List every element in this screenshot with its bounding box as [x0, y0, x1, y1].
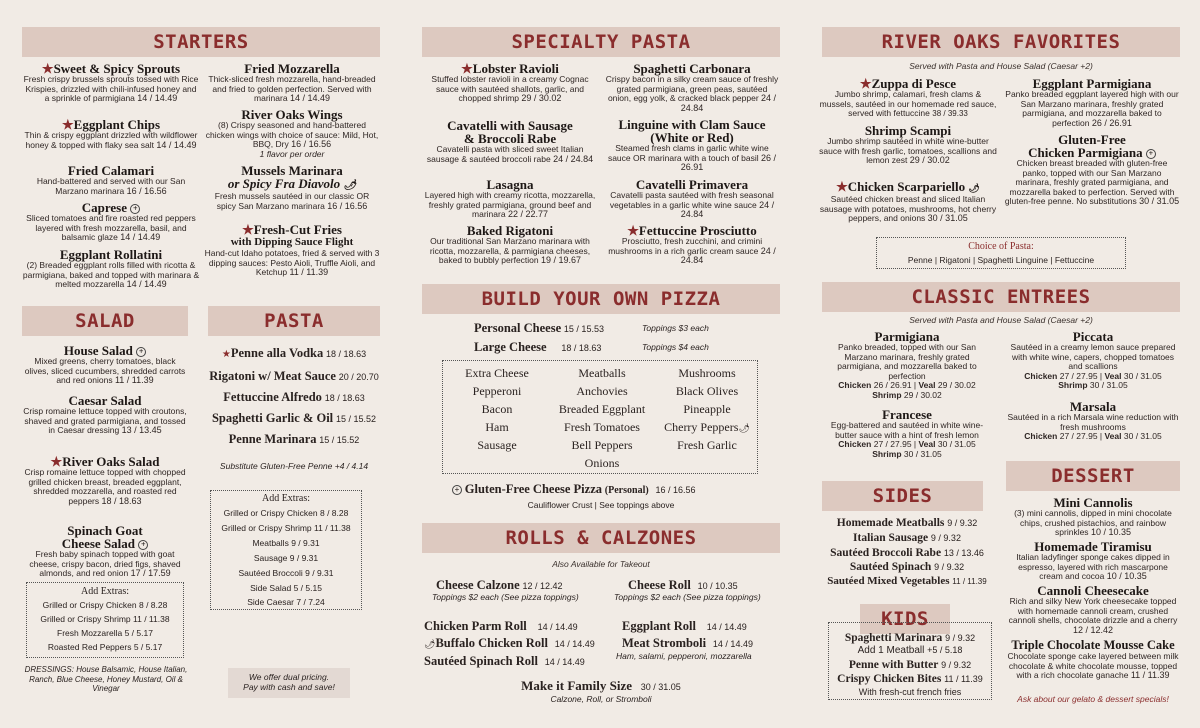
menu-item: Spaghetti Garlic & Oil 15 / 15.52: [211, 411, 376, 425]
star-icon: ★: [242, 222, 254, 237]
topping: Fresh Tomatoes: [564, 420, 640, 434]
pasta-header: PASTA: [208, 306, 380, 336]
menu-item: Caprese + Sliced tomatoes and fire roasted red peppers layered with fresh mozzarella, basil, and balsamic glaze 14 / 14.49: [26, 200, 196, 243]
menu-item: Eggplant Rollatini (2) Breaded eggplant rolls filled with ricotta & parmigiana, baked and topped with marinara & melted mozzarella 14 / 14.49: [22, 247, 200, 289]
gluten-free-icon: +: [138, 540, 148, 550]
star-icon: ★: [461, 61, 473, 76]
menu-item: Sautéed Mixed Vegetables 11 / 11.39: [827, 575, 987, 587]
topping: Bacon: [481, 402, 513, 416]
menu-item: Gluten-Free Chicken Parmigiana + Chicken breast breaded with gluten-free panko, topped with our San Marzano marinara, freshly grated parmigiana, and mozzarella baked to perfection. Served with gluten-free penne. No substitutions 30 / 31.05: [1004, 132, 1180, 207]
topping: Pineapple: [683, 402, 731, 416]
stromboli-note: Ham, salami, pepperoni, mozzarella: [616, 651, 752, 661]
menu-item: Large Cheese 18 / 18.63: [474, 340, 602, 354]
topping: Onions: [584, 456, 620, 470]
favorites-note: Served with Pasta and House Salad (Caesar +2): [909, 61, 1093, 71]
gluten-free-icon: +: [130, 204, 140, 214]
topping: Pepperoni: [472, 384, 522, 398]
menu-item: Cavatelli Primavera Cavatelli pasta sautéed with fresh seasonal vegetables in a garlic white wine sauce 24 / 24.84: [609, 177, 775, 219]
toppings-price-note: Toppings $4 each: [642, 342, 709, 352]
menu-item: Piccata Sautéed in a creamy lemon sauce prepared with white wine, capers, chopped tomatoes and scallions Chicken 27 / 27.95 | Veal 30 / 31.05 Shrimp 30 / 31.05: [1010, 329, 1176, 390]
menu-item: River Oaks Wings (8) Crispy seasoned and hand-battered chicken wings with choice of sauce: Mild, Hot, BBQ, Dry 16 / 16.56 1 flavor per order: [205, 107, 379, 159]
gluten-free-penne-note: Substitute Gluten-Free Penne +4 / 4.14: [219, 461, 369, 471]
menu-item: Mussels Marinara or Spicy Fra Diavolo 🌶 Fresh mussels sautéed in our classic OR spicy San Marzano marinara 16 / 16.56: [214, 163, 370, 211]
topping: Extra Cheese: [465, 366, 529, 380]
topping: Black Olives: [675, 384, 739, 398]
menu-item: Eggplant Parmigiana Panko breaded eggplant layered high with our San Marzano marinara, freshly grated parmigiana, and mozzarella baked to perfection 26 / 26.91: [1005, 76, 1179, 128]
menu-item: Homemade Tiramisu Italian ladyfinger sponge cakes dipped in espresso, layered with rich mascarpone cream and cocoa 10 / 10.35: [1016, 539, 1170, 581]
star-icon: ★: [627, 223, 639, 238]
star-icon: ★: [221, 349, 231, 360]
menu-item: ★Zuppa di Pesce Jumbo shrimp, calamari, fresh clams & mussels, sautéed in our homemade red sauce, served with fettuccine 38 / 39.33: [819, 76, 997, 118]
gluten-free-pizza-note: Cauliflower Crust | See toppings above: [527, 500, 675, 510]
menu-item: Fettuccine Alfredo 18 / 18.63: [223, 390, 365, 404]
menu-item: Marsala Sautéed in a rich Marsala wine reduction with fresh mushrooms Chicken 27 / 27.95 | Veal 30 / 31.05: [1007, 399, 1179, 441]
pizza-toppings-box: [442, 360, 758, 474]
topping: Ham: [485, 420, 509, 434]
menu-item: Spaghetti Carbonara Crispy bacon in a silky cream sauce of freshly grated parmigiana, green peas, sautéed onion, egg yolk, & cracked black pepper 24 / 24.84: [605, 61, 779, 113]
menu-item: Sautéed Spinach Roll 14 / 14.49: [424, 654, 585, 668]
menu-item: Sautéed Broccoli Rabe 13 / 13.46: [830, 547, 984, 559]
topping: Sausage: [477, 438, 517, 452]
menu-item: Baked Rigatoni Our traditional San Marzano marinara with ricotta, mozzarella, & parmigiana cheeses, baked to bubbly perfection 19 / 19.67: [429, 223, 591, 265]
topping: Fresh Garlic: [677, 438, 737, 452]
star-icon: ★: [41, 61, 54, 76]
classic-entrees-header: CLASSIC ENTREES: [822, 282, 1180, 312]
sides-header: SIDES: [822, 481, 983, 511]
kids-note: With fresh-cut french fries: [858, 687, 962, 697]
star-icon: ★: [859, 76, 872, 91]
toppings-note: Toppings $2 each (See pizza toppings): [432, 592, 579, 602]
dessert-specials-note: Ask about our gelato & dessert specials!: [1017, 694, 1169, 704]
salad-extras-box: Add Extras: Grilled or Crispy Chicken 8 / 8.28 Grilled or Crispy Shrimp 11 / 11.38 Fresh Mozzarella 5 / 5.17 Roasted Red Peppers 5 / 5.17: [26, 582, 184, 658]
dessert-header: DESSERT: [1006, 461, 1180, 491]
menu-item: ★River Oaks Salad Crisp romaine lettuce topped with chopped grilled chicken breast, breaded eggplant, shredded mozzarella, and roasted red peppers 18 / 18.63: [24, 454, 186, 506]
menu-item: Sautéed Spinach 9 / 9.32: [849, 561, 965, 573]
gluten-free-pizza: + Gluten-Free Cheese Pizza (Personal) 16 / 16.56: [452, 482, 696, 497]
menu-item: ★Sweet & Spicy Sprouts Fresh crispy brussels sprouts tossed with Rice Krispies, drizzled with chili-infused honey and a sprinkle of parmigiana 14 / 14.49: [23, 61, 199, 103]
menu-item: ★Penne alla Vodka 18 / 18.63: [221, 346, 367, 360]
menu-item: Spaghetti Marinara 9 / 9.32: [844, 632, 976, 644]
classic-note: Served with Pasta and House Salad (Caesar +2): [909, 315, 1093, 325]
menu-item: Caesar Salad Crisp romaine lettuce topped with croutons, shaved and grated parmigiana, and tossed in Caesar dressing 13 / 13.45: [23, 393, 187, 435]
pizza-header: BUILD YOUR OWN PIZZA: [422, 284, 780, 314]
topping: Anchovies: [576, 384, 628, 398]
menu-item: Chicken Parm Roll 14 / 14.49: [424, 619, 578, 633]
dressings-note: DRESSINGS: House Balsamic, House Italian, Ranch, Blue Cheese, Honey Mustard, Oil & Vinegar: [24, 665, 188, 693]
menu-item: Personal Cheese 15 / 15.53: [474, 321, 604, 335]
spicy-icon: 🌶: [424, 639, 436, 649]
specialty-pasta-header: SPECIALTY PASTA: [422, 27, 780, 57]
menu-item: ★Chicken Scarpariello 🌶 Sautéed chicken breast and sliced Italian sausage with potatoes, mushrooms, hot cherry peppers, and onions 30 / 31.05: [819, 179, 997, 223]
menu-item: Eggplant Roll 14 / 14.49: [622, 619, 747, 633]
gluten-free-icon: +: [1146, 149, 1156, 159]
menu-item: Shrimp Scampi Jumbo shrimp sautéed in white wine-butter sauce with fresh garlic, tomatoes, scallions and lemon zest 29 / 30.02: [819, 123, 997, 165]
toppings-note: Toppings $2 each (See pizza toppings): [614, 592, 761, 602]
menu-item: Lasagna Layered high with creamy ricotta, mozzarella, freshly grated parmigiana, ground beef and marinara 22 / 22.77: [424, 177, 596, 219]
rolls-note: Also Available for Takeout: [552, 559, 650, 569]
spicy-icon: 🌶: [343, 180, 357, 191]
spicy-icon: 🌶: [738, 423, 750, 433]
topping: Breaded Eggplant: [558, 402, 646, 416]
family-size: Make it Family Size 30 / 31.05: [521, 678, 681, 693]
star-icon: ★: [836, 179, 848, 194]
kids-box: [828, 622, 992, 700]
menu-item: Parmigiana Panko breaded, topped with our San Marzano marinara, freshly grated parmigiana, and mozzarella baked to perfection Chicken 26 / 26.91 | Veal 29 / 30.02 Shrimp 29 / 30.02: [837, 329, 977, 400]
gluten-free-icon: +: [452, 485, 462, 495]
menu-item: Add 1 Meatball +5 / 5.18: [857, 645, 963, 656]
menu-item: Cheese Roll 10 / 10.35: [628, 578, 738, 592]
salad-header: SALAD: [22, 306, 188, 336]
menu-item: 🌶Buffalo Chicken Roll 14 / 14.49: [424, 636, 595, 650]
star-icon: ★: [62, 117, 74, 132]
menu-item: Homemade Meatballs 9 / 9.32: [836, 517, 978, 529]
menu-item: Fried Mozzarella Thick-sliced fresh mozzarella, hand-breaded and fried to golden perfection. Served with marinara 14 / 14.49: [208, 61, 376, 103]
menu-item: ★Lobster Ravioli Stuffed lobster ravioli in a creamy Cognac sauce with sautéed shallots, garlic, and chopped shrimp 29 / 30.02: [431, 61, 589, 103]
menu-item: Mini Cannolis (3) mini cannolis, dipped in mini chocolate chips, crushed pistachios, and rainbow sprinkles 10 / 10.35: [1014, 495, 1172, 537]
menu-item: Cheese Calzone 12 / 12.42: [436, 578, 563, 592]
menu-item: Fried Calamari Hand-battered and served with our San Marzano marinara 16 / 16.56: [36, 163, 186, 196]
pasta-extras-box: Add Extras: Grilled or Crispy Chicken 8 / 8.28 Grilled or Crispy Shrimp 11 / 11.38 Meatballs 9 / 9.31 Sausage 9 / 9.31 Sautéed Broccoli 9 / 9.31 Side Salad 5 / 5.15 Side Caesar 7 / 7.24: [210, 490, 362, 610]
gluten-free-icon: +: [136, 347, 146, 357]
menu-item: Crispy Chicken Bites 11 / 11.39: [837, 673, 983, 685]
topping: Cherry Peppers🌶: [664, 420, 750, 434]
menu-item: Rigatoni w/ Meat Sauce 20 / 20.70: [209, 369, 379, 383]
star-icon: ★: [50, 454, 63, 469]
menu-item: Cavatelli with Sausage & Broccoli Rabe Cavatelli pasta with sliced sweet Italian sausage & sautéed broccoli rabe 24 / 24.84: [426, 118, 594, 164]
menu-item: Triple Chocolate Mousse Cake Chocolate sponge cake layered between milk chocolate & white chocolate mousse, topped with a rich chocolate ganache 11 / 11.39: [1007, 638, 1179, 680]
menu-item: Cannoli Cheesecake Rich and silky New York cheesecake topped with homemade cannoli cream, crushed cannoli shells, chocolate drizzle and a cherry 12 / 12.42: [1008, 583, 1178, 635]
menu-item: Penne Marinara 15 / 15.52: [228, 432, 360, 446]
menu-item: Penne with Butter 9 / 9.32: [848, 659, 972, 671]
menu-item: ★Eggplant Chips Thin & crispy eggplant drizzled with wildflower honey & topped with flaky sea salt 14 / 14.49: [24, 117, 198, 150]
dual-pricing-box: We offer dual pricing. Pay with cash and save!: [228, 668, 350, 698]
starters-header: STARTERS: [22, 27, 380, 57]
menu-item: Francese Egg-battered and sautéed in white wine-butter sauce with a hint of fresh lemon Chicken 27 / 27.95 | Veal 30 / 31.05 Shrimp 30 / 31.05: [830, 407, 984, 459]
topping: Meatballs: [578, 366, 626, 380]
toppings-price-note: Toppings $3 each: [642, 323, 709, 333]
rolls-calzones-header: ROLLS & CALZONES: [422, 523, 780, 553]
menu-item: ★Fresh-Cut Fries with Dipping Sauce Flight Hand-cut Idaho potatoes, fried & served with 3 dipping sauces: Pesto Aioli, Truffle Aioli, and Ketchup 11 / 11.39: [204, 222, 380, 277]
menu-item: Spinach Goat Cheese Salad + Fresh baby spinach topped with goat cheese, crispy bacon, dried figs, shaved almonds, and red onion 17 / 17.59: [29, 523, 181, 579]
menu-item: Linguine with Clam Sauce (White or Red) Steamed fresh clams in garlic white wine sauce OR marinara with a touch of basil 26 / 26.91: [607, 117, 777, 172]
menu-item: Meat Stromboli 14 / 14.49: [622, 636, 753, 650]
menu-item: Italian Sausage 9 / 9.32: [853, 532, 961, 544]
menu-item: ★Fettuccine Prosciutto Prosciutto, fresh zucchini, and crimini mushrooms in a rich garlic cream sauce 24 / 24.84: [608, 223, 776, 265]
topping: Bell Peppers: [571, 438, 633, 452]
river-oaks-favorites-header: RIVER OAKS FAVORITES: [822, 27, 1180, 57]
family-size-note: Calzone, Roll, or Stromboli: [550, 694, 652, 704]
choice-of-pasta-box: Choice of Pasta: Penne | Rigatoni | Spaghetti Linguine | Fettuccine: [876, 237, 1126, 269]
topping: Mushrooms: [678, 366, 736, 380]
menu-item: House Salad + Mixed greens, cherry tomatoes, black olives, sliced cucumbers, shredded carrots and red onions 11 / 11.39: [24, 343, 186, 386]
kids-header: KIDS: [860, 604, 950, 634]
spicy-icon: 🌶: [968, 183, 980, 193]
